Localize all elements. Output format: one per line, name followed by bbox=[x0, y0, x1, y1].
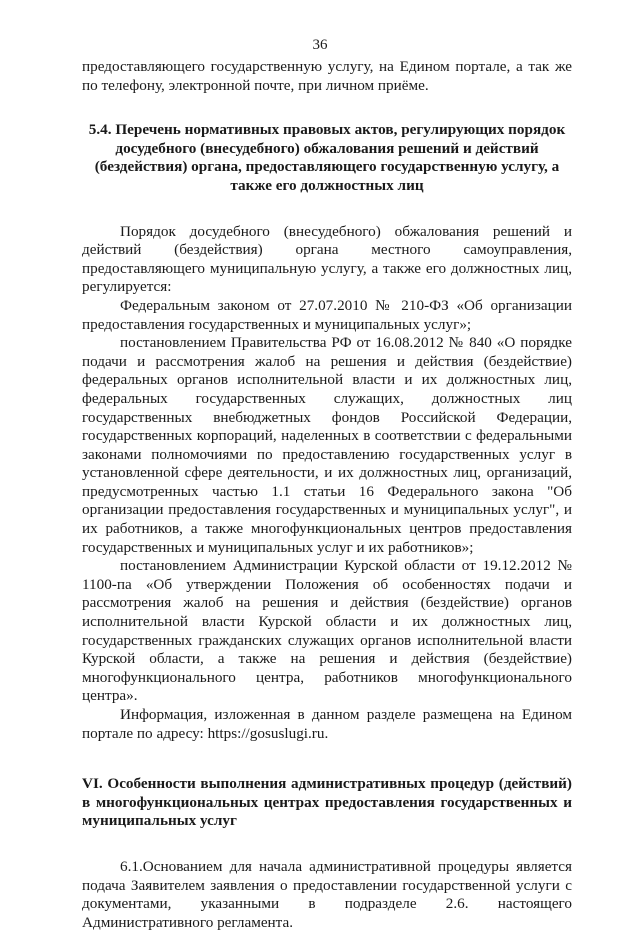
section-5-4-lead: Порядок досудебного (внесудебного) обжалования решений и действий (бездействия) органа местного самоуправления, предоставляющего муниципальную услугу, а также его должностных лиц, регулируется: bbox=[82, 222, 572, 296]
paragraph-6-1: 6.1.Основанием для начала административной процедуры является подача Заявителем заявления о предоставлении государственной услуги с документами, указанными в подразделе 2.6. настоящего Административного регламента. bbox=[82, 857, 572, 931]
legal-act-government-decree: постановлением Правительства РФ от 16.08.2012 № 840 «О порядке подачи и рассмотрения жалоб на решения и действия (бездействие) федеральных органов исполнительной власти и их должностных лиц, федеральных государственных служащих, должностных лиц государственных внебюджетных фондов Российской Федерации, государственных корпораций, наделенных в соответствии с федеральными законами полномочиями по предоставлению государственных услуг в установленной сфере деятельности, и их должностных лиц, организаций, предусмотренных частью 1.1 статьи 16 Федерального закона "Об организации предоставления государственных и муниципальных услуг", и их работников, а также многофункциональных центров предоставления государственных и муниципальных услуг и их работников»; bbox=[82, 334, 572, 556]
section-6-heading: VI. Особенности выполнения административных процедур (действий) в многофункциональных центрах предоставления государственных и муниципальных услуг bbox=[82, 775, 572, 830]
intro-paragraph: предоставляющего государственную услугу, на Едином портале, а так же по телефону, электронной почте, при личном приёме. bbox=[82, 58, 572, 94]
page-number: 36 bbox=[312, 37, 328, 53]
spacer bbox=[82, 196, 572, 223]
section-5-4-info: Информация, изложенная в данном разделе размещена на Едином портале по адресу: https://gosuslugi.ru. bbox=[82, 706, 572, 742]
spacer bbox=[82, 743, 572, 775]
page-content bbox=[82, 58, 572, 932]
spacer bbox=[82, 831, 572, 858]
section-5-4-heading: 5.4. Перечень нормативных правовых актов, регулирующих порядок досудебного (внесудебного) обжалования решений и действий (бездействия) органа, предоставляющего государственную услугу, а также его должностных лиц bbox=[88, 121, 566, 194]
legal-act-federal-law: Федеральным законом от 27.07.2010 № 210-ФЗ «Об организации предоставления государственных и муниципальных услуг»; bbox=[82, 296, 572, 333]
legal-act-kursk-decree: постановлением Администрации Курской области от 19.12.2012 № 1100-па «Об утверждении Положения об особенностях подачи и рассмотрения жалоб на решения и действия (бездействие) органов исполнительной власти Курской области и их должностных лиц, государственных гражданских служащих органов исполнительной власти Курской области, а также на решения и действия (бездействие) многофункционального центра, работников многофункционального центра». bbox=[82, 557, 572, 705]
